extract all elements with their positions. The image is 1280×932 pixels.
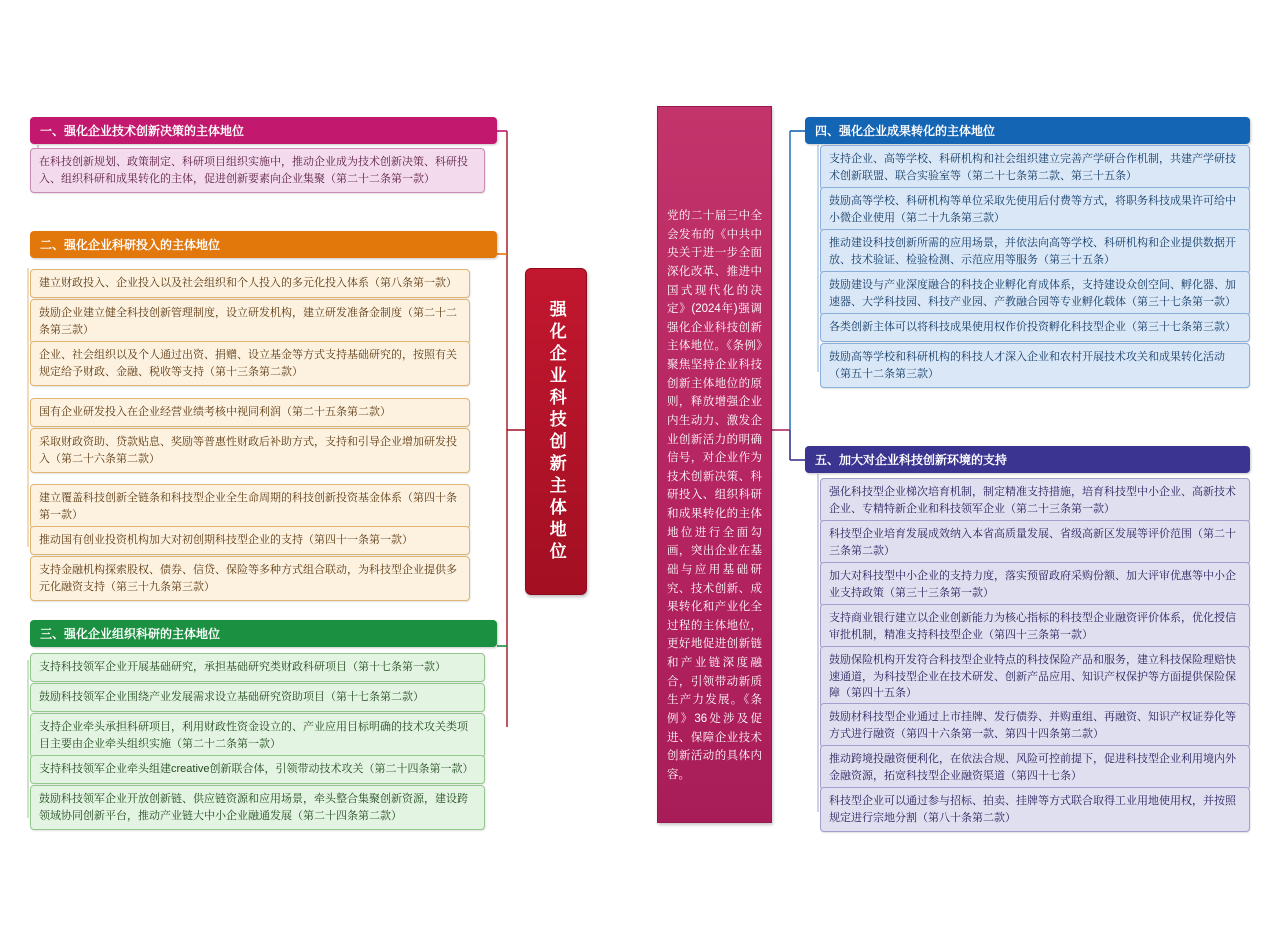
- branch-header-3[interactable]: [30, 620, 497, 647]
- leaf-4-3[interactable]: 推动建设科技创新所需的应用场景，并依法向高等学校、科研机构和企业提供数据开放、技术验证、检验检测、示范应用等服务（第三十五条）: [820, 229, 1250, 274]
- leaf-3-5[interactable]: 鼓励科技领军企业开放创新链、供应链资源和应用场景，牵头整合集聚创新资源，建设跨领域协同创新平台，推动产业链大中小企业融通发展（第二十四条第二款）: [30, 785, 485, 830]
- leaf-4-2[interactable]: 鼓励高等学校、科研机构等单位采取先使用后付费等方式，将职务科技成果许可给中小微企业使用（第二十九条第三款）: [820, 187, 1250, 232]
- branch-header-5[interactable]: [805, 446, 1250, 473]
- leaf-3-2[interactable]: 鼓励科技领军企业围绕产业发展需求设立基础研究资助项目（第十七条第二款）: [30, 683, 485, 712]
- leaf-5-7[interactable]: 推动跨境投融资便利化，在依法合规、风险可控前提下，促进科技型企业利用境内外金融资源，拓宽科技型企业融资渠道（第四十七条）: [820, 745, 1250, 790]
- branch-title-4: 四、强化企业成果转化的主体地位: [815, 124, 996, 138]
- leaf-3-4[interactable]: 支持科技领军企业牵头组建creative创新联合体，引领带动技术攻关（第二十四条第一款）: [30, 755, 485, 784]
- leaf-5-4[interactable]: 支持商业银行建立以企业创新能力为核心指标的科技型企业融资评价体系，优化授信审批机制，精准支持科技型企业（第四十三条第一款）: [820, 604, 1250, 649]
- branch-header-4[interactable]: [805, 117, 1250, 144]
- leaf-4-6[interactable]: 鼓励高等学校和科研机构的科技人才深入企业和农村开展技术攻关和成果转化活动（第五十二条第三款）: [820, 343, 1250, 388]
- leaf-2-7[interactable]: 推动国有创业投资机构加大对初创期科技型企业的支持（第四十一条第一款）: [30, 526, 470, 555]
- leaf-4-5[interactable]: 各类创新主体可以将科技成果使用权作价投资孵化科技型企业（第三十七条第三款）: [820, 313, 1250, 342]
- branch-title-5: 五、加大对企业科技创新环境的支持: [815, 453, 1008, 467]
- summary-text: 党的二十届三中全会发布的《中共中央关于进一步全面深化改革、推进中国式现代化的决定》(2024年)强调强化企业科技创新主体地位。《条例》聚焦坚持企业科技创新主体地位的原则，释放增强企业内生动力、激发企业创新活力的明确信号，对企业作为技术创新决策、科研投入、组织科研和成果转化的主体地位进行全面勾画，突出企业在基础与应用基础研究、技术创新、成果转化和产业化全过程的主体地位，更好地促进创新链和产业链深度融合，引领带动新质生产力发展。《条例》36处涉及促进、保障企业技术创新活动的具体内容。: [667, 210, 762, 781]
- branch-title-1: 一、强化企业技术创新决策的主体地位: [40, 124, 245, 138]
- branch-header-2[interactable]: [30, 231, 497, 258]
- leaf-3-3[interactable]: 支持企业牵头承担科研项目，利用财政性资金设立的、产业应用目标明确的技术攻关类项目主要由企业牵头组织实施（第二十二条第一款）: [30, 713, 485, 758]
- leaf-3-1[interactable]: 支持科技领军企业开展基础研究，承担基础研究类财政科研项目（第十七条第一款）: [30, 653, 485, 682]
- center-topic-label: 强化企业科技创新主体地位: [546, 299, 566, 564]
- center-topic[interactable]: [525, 268, 587, 595]
- branch-title-3: 三、强化企业组织科研的主体地位: [40, 627, 221, 641]
- leaf-2-4[interactable]: 国有企业研发投入在企业经营业绩考核中视同利润（第二十五条第二款）: [30, 398, 470, 427]
- leaf-5-6[interactable]: 鼓励材科技型企业通过上市挂牌、发行债券、并购重组、再融资、知识产权证券化等方式进行融资（第四十六条第一款、第四十四条第二款）: [820, 703, 1250, 748]
- leaf-2-1[interactable]: 建立财政投入、企业投入以及社会组织和个人投入的多元化投入体系（第八条第一款）: [30, 269, 470, 298]
- summary-panel[interactable]: [657, 106, 772, 823]
- leaf-5-5[interactable]: 鼓励保险机构开发符合科技型企业特点的科技保险产品和服务，建立科技保险理赔快速通道，为科技型企业在技术研发、创新产品应用、知识产权保护等方面提供保险保障（第四十五条）: [820, 646, 1250, 708]
- leaf-5-3[interactable]: 加大对科技型中小企业的支持力度，落实预留政府采购份额、加大评审优惠等中小企业支持政策（第三十三条第一款）: [820, 562, 1250, 607]
- leaf-2-6[interactable]: 建立覆盖科技创新全链条和科技型企业全生命周期的科技创新投资基金体系（第四十条第一款）: [30, 484, 470, 529]
- leaf-2-2[interactable]: 鼓励企业建立健全科技创新管理制度，设立研发机构，建立研发准备金制度（第二十二条第三款）: [30, 299, 470, 344]
- branch-title-2: 二、强化企业科研投入的主体地位: [40, 238, 221, 252]
- leaf-4-4[interactable]: 鼓励建设与产业深度融合的科技企业孵化育成体系，支持建设众创空间、孵化器、加速器、大学科技园、科技产业园、产教融合园等专业孵化载体（第三十七条第一款）: [820, 271, 1250, 316]
- leaf-4-1[interactable]: 支持企业、高等学校、科研机构和社会组织建立完善产学研合作机制，共建产学研技术创新联盟、联合实验室等（第二十七条第二款、第三十五条）: [820, 145, 1250, 190]
- leaf-5-8[interactable]: 科技型企业可以通过参与招标、拍卖、挂牌等方式联合取得工业用地使用权，并按照规定进行宗地分割（第八十条第二款）: [820, 787, 1250, 832]
- branch-header-1[interactable]: [30, 117, 497, 144]
- leaf-2-5[interactable]: 采取财政资助、贷款贴息、奖励等普惠性财政后补助方式，支持和引导企业增加研发投入（第二十六条第二款）: [30, 428, 470, 473]
- leaf-2-3[interactable]: 企业、社会组织以及个人通过出资、捐赠、设立基金等方式支持基础研究的，按照有关规定给予财政、金融、税收等支持（第十三条第二款）: [30, 341, 470, 386]
- leaf-5-2[interactable]: 科技型企业培育发展成效纳入本省高质量发展、省级高新区发展等评价范围（第二十三条第二款）: [820, 520, 1250, 565]
- leaf-5-1[interactable]: 强化科技型企业梯次培育机制，制定精准支持措施，培育科技型中小企业、高新技术企业、专精特新企业和科技领军企业（第二十三条第一款）: [820, 478, 1250, 523]
- leaf-2-8[interactable]: 支持金融机构探索股权、债券、信贷、保险等多种方式组合联动，为科技型企业提供多元化融资支持（第三十九条第三款）: [30, 556, 470, 601]
- leaf-1-1[interactable]: 在科技创新规划、政策制定、科研项目组织实施中，推动企业成为技术创新决策、科研投入、组织科研和成果转化的主体，促进创新要素向企业集聚（第二十二条第一款）: [30, 148, 485, 193]
